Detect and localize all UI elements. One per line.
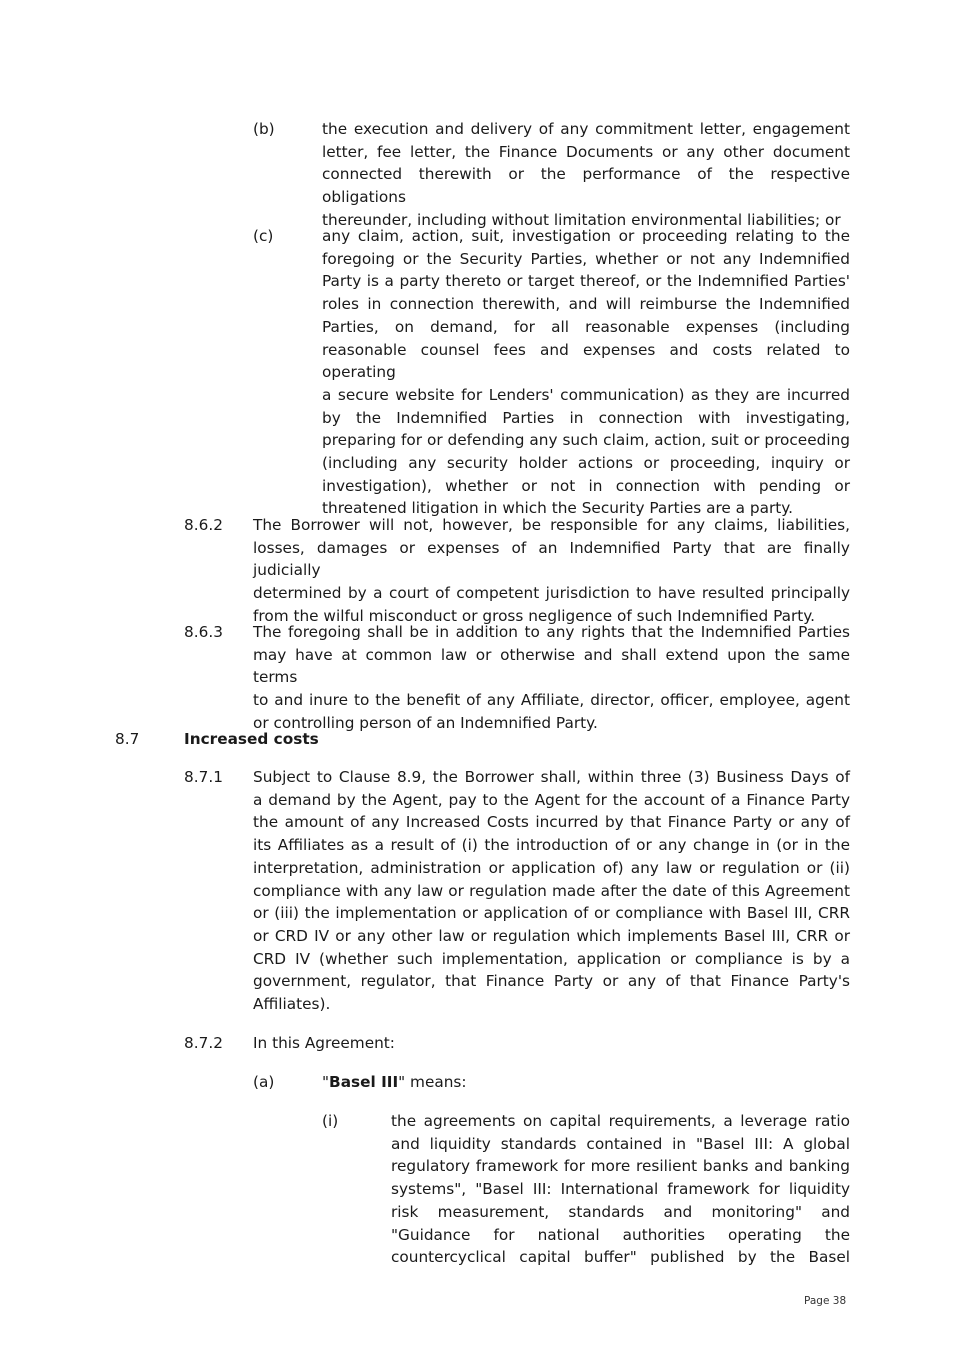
clause-body-8-6-2 <box>253 514 850 628</box>
text-line: the execution and delivery of any commitment letter, engagement <box>322 120 850 138</box>
item-body-b <box>322 118 850 232</box>
clause-number-8-6-3: 8.6.3 <box>184 623 223 641</box>
section-title-increased-costs: Increased costs <box>184 730 319 748</box>
text-line: reasonable counsel fees and expenses and costs related to operating <box>322 340 850 382</box>
text-line: compliance with any law or regulation made after the date of this Agreement <box>253 881 850 900</box>
text-line: thereunder, including without limitation environmental liabilities; or <box>322 210 841 229</box>
text-line: may have at common law or otherwise and shall extend upon the same terms <box>253 645 850 687</box>
page-number: Page 38 <box>804 1295 847 1307</box>
clause-body-8-6-3 <box>253 621 850 735</box>
text-line: regulatory framework for more resilient banks and banking <box>391 1157 850 1176</box>
text-line: Subject to Clause 8.9, the Borrower shall, within three (3) Business Days of <box>253 768 850 786</box>
text-line: connected therewith or the performance of the respective obligations <box>322 165 850 207</box>
text-line: roles in connection therewith, and will reimburse the Indemnified <box>322 295 850 314</box>
text-line: Parties, on demand, for all reasonable expenses (including <box>322 317 850 336</box>
item-label-i: (i) <box>322 1112 339 1130</box>
clause-number-8-6-2: 8.6.2 <box>184 516 223 534</box>
item-body-i <box>391 1110 850 1269</box>
text-line: or CRD IV or any other law or regulation which implements Basel III, CRR or <box>253 926 850 945</box>
definition-basel-iii <box>322 1071 467 1094</box>
text-line: or (iii) the implementation or application of or compliance with Basel III, CRR <box>253 904 850 923</box>
text-line: determined by a court of competent jurisdiction to have resulted principally <box>253 584 850 603</box>
text-line: or controlling person of an Indemnified Party. <box>253 713 598 732</box>
definition-lead: " means: <box>398 1073 467 1091</box>
text-line: the agreements on capital requirements, a leverage ratio <box>391 1112 850 1130</box>
text-line: government, regulator, that Finance Party or any of that Finance Party's <box>253 972 850 991</box>
clause-number-8-7-1: 8.7.1 <box>184 768 223 786</box>
clause-body-8-7-2: In this Agreement: <box>253 1034 395 1052</box>
text-line: systems", "Basel III: International framework for liquidity <box>391 1180 850 1199</box>
text-line: losses, damages or expenses of an Indemnified Party that are finally judicially <box>253 538 850 580</box>
text-line: "Guidance for national authorities operating the <box>391 1225 850 1244</box>
text-line: a demand by the Agent, pay to the Agent for the account of a Finance Party <box>253 790 850 809</box>
item-body-c <box>322 225 850 520</box>
text-line: CRD IV (whether such implementation, application or compliance is by a <box>253 949 850 968</box>
text-line: preparing for or defending any such claim, action, suit or proceeding <box>322 431 850 450</box>
text-line: The foregoing shall be in addition to any rights that the Indemnified Parties <box>253 623 850 641</box>
text-line: the amount of any Increased Costs incurred by that Finance Party or any of <box>253 813 850 832</box>
text-line: investigation), whether or not in connection with pending or <box>322 476 850 495</box>
text-line: any claim, action, suit, investigation or proceeding relating to the <box>322 227 850 245</box>
item-label-b: (b) <box>253 120 275 138</box>
quote-open: " <box>322 1073 330 1091</box>
text-line: letter, fee letter, the Finance Documents or any other document <box>322 142 850 161</box>
text-line: Affiliates). <box>253 995 331 1014</box>
defined-term: Basel III <box>329 1073 399 1091</box>
text-line: to and inure to the benefit of any Affiliate, director, officer, employee, agent <box>253 691 850 710</box>
text-line: threatened litigation in which the Security Parties are a party. <box>322 499 794 518</box>
text-line: by the Indemnified Parties in connection with investigating, <box>322 408 850 427</box>
text-line: interpretation, administration or application of) any law or regulation or (ii) <box>253 858 850 877</box>
clause-body-8-7-1 <box>253 766 850 1016</box>
text-line: Party is a party thereto or target thereof, or the Indemnified Parties' <box>322 272 850 291</box>
item-label-a: (a) <box>253 1073 275 1091</box>
text-line: its Affiliates as a result of (i) the introduction of or any change in (or in the <box>253 836 850 855</box>
text-line: The Borrower will not, however, be responsible for any claims, liabilities, <box>253 516 850 534</box>
item-label-c: (c) <box>253 227 274 245</box>
text-line: and liquidity standards contained in "Basel III: A global <box>391 1134 850 1153</box>
text-line: countercyclical capital buffer" published by the Basel <box>391 1248 850 1267</box>
clause-number-8-7-2: 8.7.2 <box>184 1034 223 1052</box>
text-line: (including any security holder actions or proceeding, inquiry or <box>322 454 850 473</box>
section-number-8-7: 8.7 <box>115 730 140 748</box>
text-line: a secure website for Lenders' communication) as they are incurred <box>322 385 850 404</box>
text-line: from the wilful misconduct or gross negligence of such Indemnified Party. <box>253 606 816 625</box>
text-line: risk measurement, standards and monitoring" and <box>391 1202 850 1221</box>
text-line: foregoing or the Security Parties, whether or not any Indemnified <box>322 249 850 268</box>
